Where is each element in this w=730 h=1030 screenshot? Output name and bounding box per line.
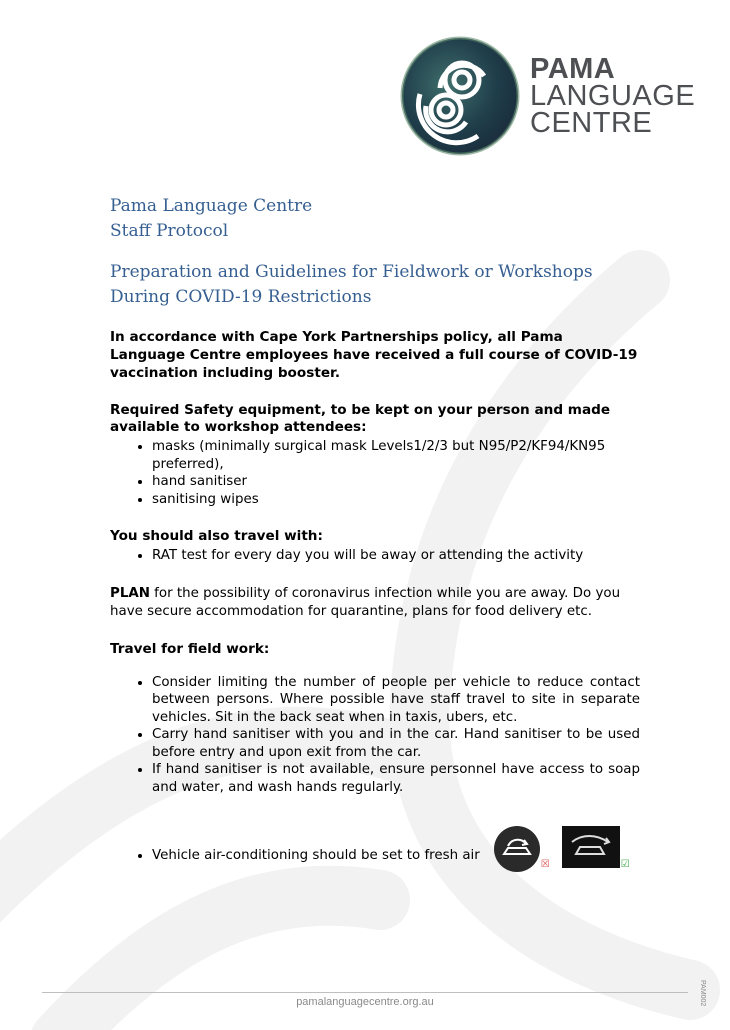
footer-url: pamalanguagecentre.org.au (296, 996, 434, 1008)
list-item: • sanitising wipes (152, 491, 640, 509)
org-title: Pama Language Centre (110, 196, 313, 216)
document-body (110, 194, 640, 870)
logo-emblem (400, 36, 520, 156)
equipment-section (110, 402, 640, 508)
plan-bold: PLAN (110, 585, 150, 601)
fresh-air-icon (562, 826, 620, 868)
footer-divider (42, 992, 688, 993)
field-work-heading: Travel for field work: (110, 640, 270, 657)
logo-line-2: LANGUAGE (530, 79, 696, 112)
equipment-list (110, 438, 640, 508)
list-item: • RAT test for every day you will be away or attending the activity (152, 547, 640, 565)
list-item: • masks (minimally surgical mask Levels1/2/3 but N95/P2/KF94/KN95 preferred), (152, 438, 640, 473)
recommended-mark: ☑ (620, 859, 630, 870)
subtitle-block (110, 260, 640, 310)
title-block (110, 194, 640, 244)
pama-logo (400, 36, 695, 156)
doc-title: Staff Protocol (110, 221, 229, 241)
travel-with-heading: You should also travel with: (110, 528, 323, 544)
subtitle-line-1: Preparation and Guidelines for Fieldwork or Workshops (110, 262, 593, 282)
plan-text: for the possibility of coronavirus infection while you are away. Do you have secure accommodation for quarantine, plans for food delivery etc. (110, 585, 621, 619)
ac-text: • Vehicle air-conditioning should be set to fresh air (152, 847, 480, 863)
list-item: • If hand sanitiser is not available, ensure personnel have access to soap and water, and wash hands regularly. (152, 761, 640, 796)
plan-paragraph (110, 585, 640, 621)
logo-line-3: CENTRE (530, 106, 653, 139)
equipment-heading: Required Safety equipment, to be kept on your person and made available to workshop attendees: (110, 402, 611, 435)
list-item: • hand sanitiser (152, 473, 640, 491)
not-recommended-mark: ☒ (540, 859, 550, 870)
travel-with-list (110, 547, 640, 565)
subtitle-line-2: During COVID-19 Restrictions (110, 287, 372, 307)
plan-section (110, 585, 640, 621)
document-code: PAM002 (699, 980, 706, 1007)
field-work-section (110, 640, 640, 870)
travel-with-section (110, 528, 640, 565)
list-item: • Carry hand sanitiser with you and in the car. Hand sanitiser to be used before entry and upon exit from the car. (152, 726, 640, 761)
logo-wordmark (530, 52, 696, 139)
vaccination-statement: In accordance with Cape York Partnerships policy, all Pama Language Centre employees have received a full course of COVID-19 vaccination including booster. (110, 329, 638, 381)
field-work-list (110, 674, 640, 870)
list-item: • Consider limiting the number of people per vehicle to reduce contact between persons. Where possible have staff travel to site in separate vehicles. Sit in the back seat when in taxis, ubers, etc. (152, 674, 640, 727)
logo-line-1: PAMA (530, 52, 616, 85)
recirculate-air-icon (494, 826, 540, 872)
list-item-ac (152, 818, 640, 870)
ac-row (152, 818, 630, 870)
